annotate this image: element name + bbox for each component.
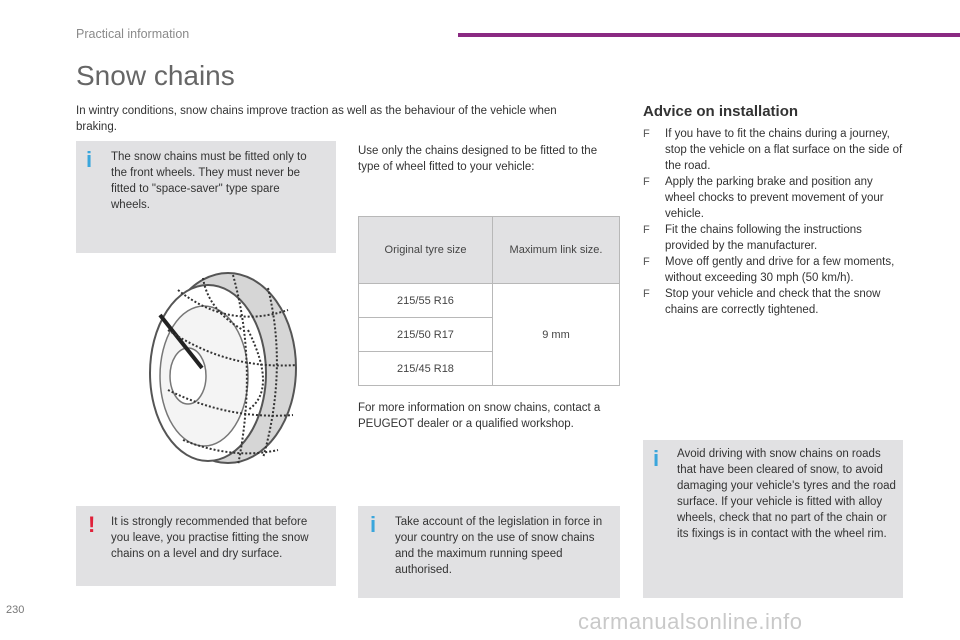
info-icon: i (370, 512, 377, 537)
tyre-size-cell: 215/45 R18 (359, 352, 493, 386)
page-title: Snow chains (76, 60, 235, 91)
advice-item (643, 254, 905, 286)
info-front-text: The snow chains must be fitted only to the front wheels. They must never be fitted to "space-saver" type spare wheels. (111, 151, 307, 211)
advice-title: Advice on installation (643, 103, 799, 120)
wheel-snow-chain-illustration (138, 270, 300, 470)
more-info-text: For more information on snow chains, contact a PEUGEOT dealer or a qualified workshop. (358, 402, 601, 430)
advice-item (643, 222, 905, 254)
info-roads-text: Avoid driving with snow chains on roads that have been cleared of snow, to avoid damaging your vehicle's tyres and the road surface. If your vehicle is fitted with alloy wheels, check that no part of the chain or its fixings is in contact with the wheel rim. (677, 448, 896, 540)
bullet-icon: F (643, 176, 650, 188)
section-header: Practical information (76, 27, 190, 41)
header-original-tyre-size: Original tyre size (359, 217, 493, 284)
header-maximum-link-size: Maximum link size. (493, 217, 620, 284)
info-icon: i (86, 147, 93, 172)
info-box-front-wheels (76, 141, 336, 253)
tyre-size-table (358, 216, 620, 386)
advice-item (643, 286, 905, 318)
advice-item-text: Stop your vehicle and check that the snow chains are correctly tightened. (665, 288, 881, 316)
bullet-icon: F (643, 256, 650, 268)
bullet-icon: F (643, 224, 650, 236)
bullet-icon: F (643, 128, 650, 140)
info-box-cleared-roads (643, 440, 903, 598)
max-link-cell: 9 mm (493, 284, 620, 386)
warning-box-practise (76, 506, 336, 586)
intro-text: In wintry conditions, snow chains improve traction as well as the behaviour of the vehicle when braking. (76, 105, 557, 133)
advice-item (643, 174, 905, 222)
watermark: carmanualsonline.info (578, 609, 803, 634)
tyre-size-cell: 215/50 R17 (359, 318, 493, 352)
info-legislation-text: Take account of the legislation in force in your country on the use of snow chains and the maximum running speed authorised. (395, 516, 603, 576)
use-only-text: Use only the chains designed to be fitted to the type of wheel fitted to your vehicle: (358, 145, 598, 173)
info-box-legislation (358, 506, 620, 598)
info-icon: i (653, 446, 660, 471)
warning-practise-text: It is strongly recommended that before you leave, you practise fitting the snow chains on a level and dry surface. (111, 516, 309, 560)
advice-item-text: Apply the parking brake and position any wheel chocks to prevent movement of your vehicle. (665, 176, 884, 220)
advice-item-text: Fit the chains following the instructions provided by the manufacturer. (665, 224, 862, 252)
tyre-size-cell: 215/55 R16 (359, 284, 493, 318)
page-number: 230 (6, 604, 25, 616)
warning-icon: ! (88, 512, 96, 537)
advice-list (643, 126, 905, 318)
advice-item (643, 126, 905, 174)
advice-item-text: Move off gently and drive for a few moments, without exceeding 30 mph (50 km/h). (665, 256, 895, 284)
bullet-icon: F (643, 288, 650, 300)
advice-item-text: If you have to fit the chains during a journey, stop the vehicle on a flat surface on the side of the road. (665, 128, 903, 172)
header-rule (458, 33, 960, 37)
